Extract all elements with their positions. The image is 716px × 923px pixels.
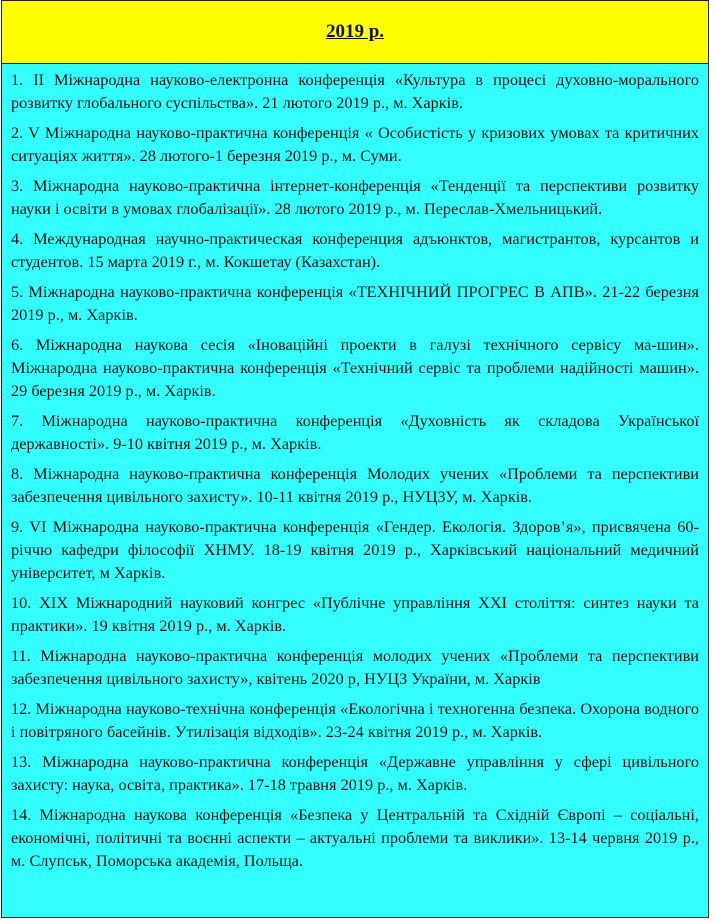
- list-item: 8. Міжнародна науково-практична конференція Молодих учених «Проблеми та перспективи забезпечення цивільного захисту». 10-11 квітня 2019 р., НУЦЗУ, м. Харків.: [11, 464, 699, 506]
- list-item: 9. VI Міжнародна науково-практична конференція «Гендер. Екологія. Здоров’я», присвячена 60-річчю кафедри філософії ХНМУ. 18-19 квітня 2019 р., Харківський національний медичний університет, м Харків.: [11, 517, 699, 582]
- list-item: 14. Міжнародна наукова конференція «Безпека у Центральній та Східній Європі – соціальні, економічні, політичні та воєнні аспекти – актуальні проблеми та виклики». 13-14 червня 2019 р., м. Слупськ, Поморська академія, Польща.: [11, 805, 699, 870]
- list-item: 5. Міжнародна науково-практична конференція «ТЕХНІЧНИЙ ПРОГРЕС В АПВ». 21-22 березня 2019 р., м. Харків.: [11, 282, 699, 324]
- list-item: 11. Міжнародна науково-практична конференція молодих учених «Проблеми та перспективи забезпечення цивільного захисту», квітень 2020 р, НУЦЗ України, м. Харків: [11, 646, 699, 688]
- list-item: 12. Міжнародна науково-технічна конференція «Екологічна і техногенна безпека. Охорона водного і повітряного басейнів. Утилізація відходів». 23-24 квітня 2019 р., м. Харків.: [11, 699, 699, 741]
- conference-list-slide: [1, 0, 709, 918]
- list-item: 1. ІІ Міжнародна науково-електронна конференція «Культура в процесі духовно-морального розвитку глобального суспільства». 21 лютого 2019 р., м. Харків.: [11, 70, 699, 112]
- page-title: 2019 р.: [325, 21, 385, 42]
- title-bar: [2, 1, 708, 64]
- list-item: 10. ХІХ Міжнародний науковий конгрес «Публічне управління ХХІ століття: синтез науки та практики». 19 квітня 2019 р., м. Харків.: [11, 593, 699, 635]
- list-item: 13. Міжнародна науково-практична конференція «Державне управління у сфері цивільного захисту: наука, освіта, практика». 17-18 травня 2019 р., м. Харків.: [11, 752, 699, 794]
- list-item: 3. Міжнародна науково-практична інтернет-конференція «Тенденції та перспективи розвитку науки і освіти в умовах глобалізації». 28 лютого 2019 р., м. Переслав-Хмельницький.: [11, 176, 699, 218]
- list-item: 4. Международная научно-практическая конференция адъюнктов, магистрантов, курсантов и студентов. 15 марта 2019 г., м. Кокшетау (Казахстан).: [11, 229, 699, 271]
- list-item: 6. Міжнародна наукова сесія «Іноваційні проекти в галузі технічного сервісу ма-шин». Міжнародна науково-практична конференція «Технічний сервіс та проблеми надійності машин». 29 березня 2019 р., м. Харків.: [11, 335, 699, 400]
- list-item: 2. V Міжнародна науково-практична конференція « Особистість у кризових умовах та критичних ситуаціях життя». 28 лютого-1 березня 2019 р., м. Суми.: [11, 123, 699, 165]
- conference-list: [2, 64, 708, 917]
- list-item: 7. Міжнародна науково-практична конференція «Духовність як складова Української державності». 9-10 квітня 2019 р., м. Харків.: [11, 411, 699, 453]
